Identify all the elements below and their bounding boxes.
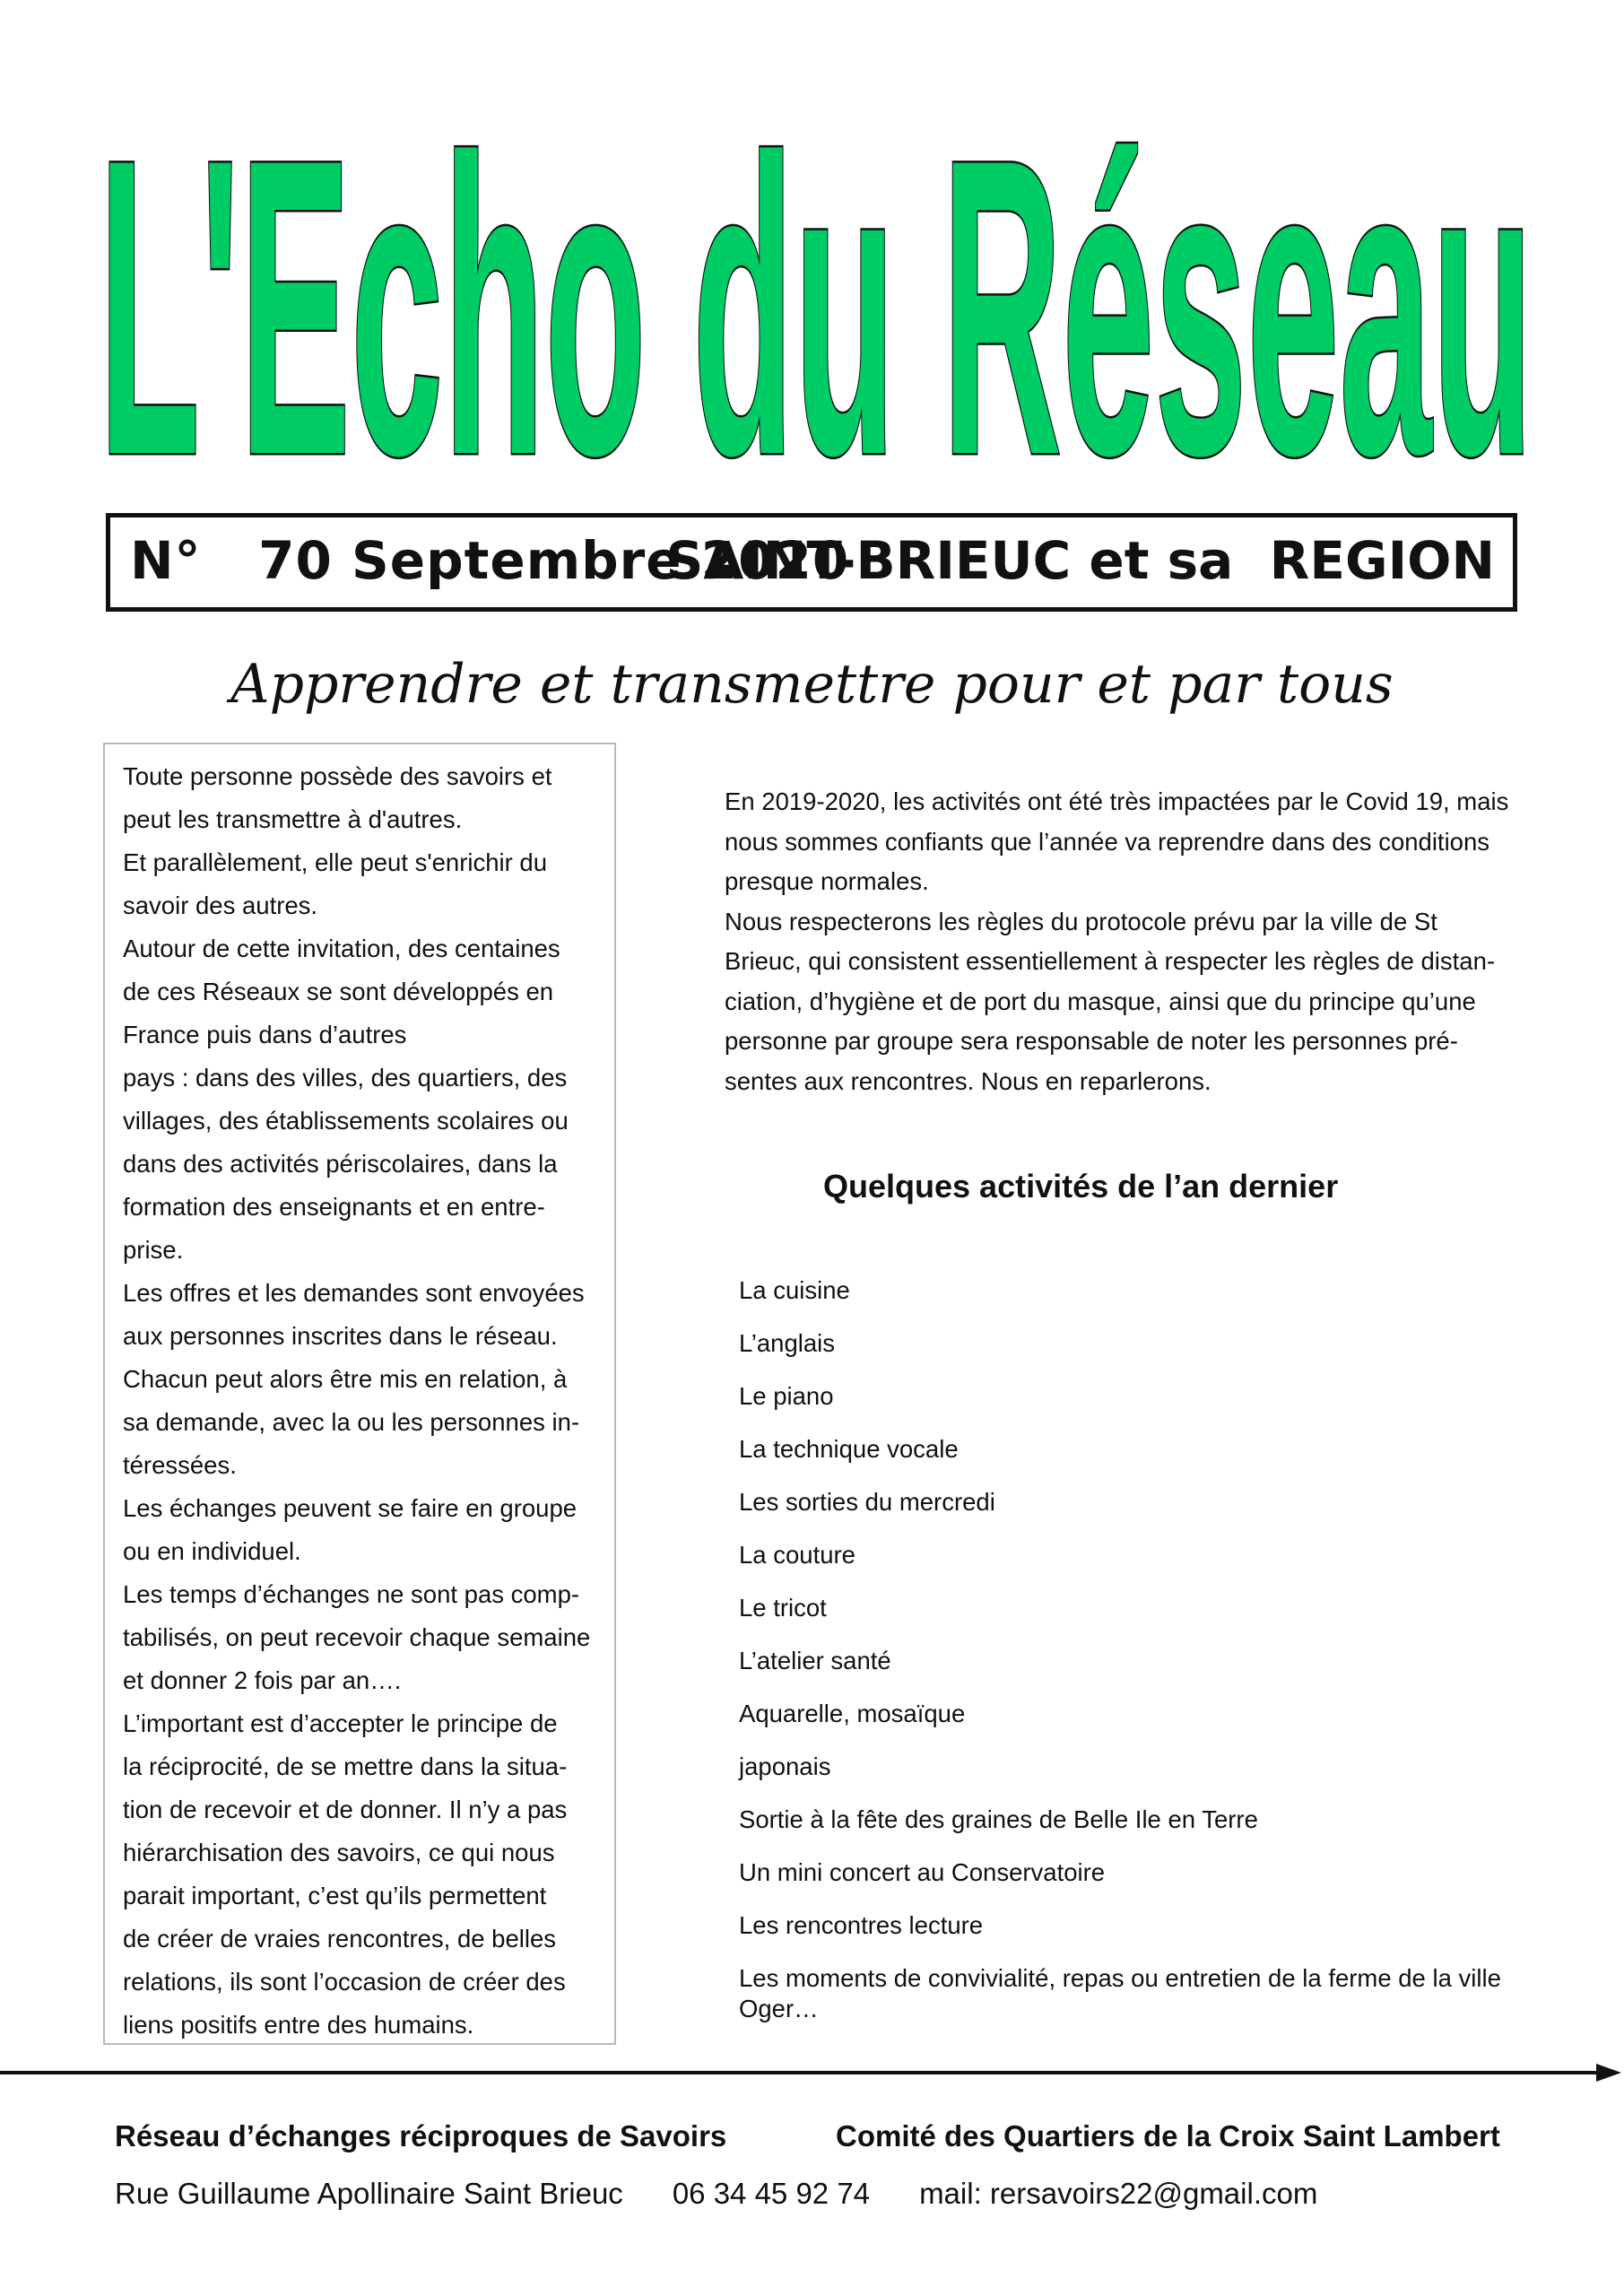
activity-item: Le piano [739, 1382, 834, 1410]
left-column-line: pays : dans des villes, des quartiers, des [123, 1064, 568, 1091]
left-column-line: parait important, c’est qu’ils permettent [123, 1882, 547, 1909]
left-column-line: Autour de cette invitation, des centaines [123, 935, 560, 962]
left-column-line: L’important est d’accepter le principe de [123, 1709, 558, 1737]
left-column-line: aux personnes inscrites dans le réseau. [123, 1322, 558, 1350]
footer-address: Rue Guillaume Apollinaire Saint Brieuc [115, 2177, 623, 2210]
activity-item: Les rencontres lecture [739, 1911, 984, 1939]
activity-item: Les sorties du mercredi [739, 1488, 995, 1516]
activity-item: La couture [739, 1541, 855, 1569]
left-column-line: Les offres et les demandes sont envoyées [123, 1279, 585, 1307]
left-column-line: dans des activités périscolaires, dans la [123, 1150, 558, 1178]
activity-item: L’atelier santé [739, 1647, 891, 1674]
left-column-line: Les temps d’échanges ne sont pas comp- [123, 1580, 580, 1608]
left-column-line: téressées. [123, 1451, 237, 1479]
left-column-line: la réciprocité, de se mettre dans la situa- [123, 1752, 568, 1780]
footer-organisation: Réseau d’échanges réciproques de Savoirs [115, 2119, 727, 2152]
activity-item: Le tricot [739, 1594, 827, 1622]
intro-line: ciation, d’hygiène et de port du masque, ainsi que du principe qu’une [725, 987, 1476, 1015]
activity-item: La cuisine [739, 1276, 850, 1304]
intro-line: nous sommes confiants que l’année va reprendre dans des conditions [725, 827, 1490, 856]
intro-line: Brieuc, qui consistent essentiellement à respecter les règles de distan- [725, 947, 1496, 975]
footer-contact [115, 2177, 1317, 2211]
activity-item: Les moments de convivialité, repas ou entretien de la ferme de la ville Oger… [739, 1964, 1501, 2022]
intro-line: sentes aux rencontres. Nous en reparlerons. [725, 1066, 1211, 1095]
left-column-line: prise. [123, 1236, 184, 1264]
masthead-title-text: L'Echo du Réseau [99, 99, 1533, 475]
left-column-line: Chacun peut alors être mis en relation, à [123, 1365, 568, 1393]
left-column-line: ou en individuel. [123, 1537, 301, 1565]
left-column-line: sa demande, avec la ou les personnes in- [123, 1408, 580, 1436]
tagline: Apprendre et transmettre pour et par tous [230, 653, 1394, 716]
footer-divider [0, 2059, 1624, 2086]
left-column-line: de créer de vraies rencontres, de belles [123, 1925, 557, 1952]
footer-phone: 06 34 45 92 74 [672, 2177, 871, 2210]
left-column-line: liens positifs entre des humains. [123, 2011, 474, 2039]
intro-line: Nous respecterons les règles du protocole prévu par la ville de St [725, 907, 1437, 935]
activity-item: Aquarelle, mosaïque [739, 1700, 966, 1727]
masthead-title [90, 99, 1542, 475]
issue-number-date: N° 70 Septembre 2020 [130, 530, 850, 591]
activity-item: La technique vocale [739, 1435, 959, 1463]
left-column-line: de ces Réseaux se sont développés en [123, 978, 554, 1005]
left-column-line: tion de recevoir et de donner. Il n’y a pas [123, 1796, 568, 1823]
left-column-line: relations, ils sont l’occasion de créer des [123, 1968, 566, 1996]
footer-mail[interactable]: mail: rersavoirs22@gmail.com [919, 2177, 1318, 2210]
left-column-line: Toute personne possède des savoirs et [123, 762, 552, 790]
issue-region: SAINT-BRIEUC et sa REGION [665, 530, 1495, 591]
left-column-line: et donner 2 fois par an…. [123, 1666, 402, 1694]
footer-comite: Comité des Quartiers de la Croix Saint Lambert [836, 2119, 1500, 2152]
arrow-right-icon [1596, 2064, 1621, 2082]
left-column-box [103, 743, 616, 2045]
left-column-line: tabilisés, on peut recevoir chaque semaine [123, 1623, 591, 1651]
intro-line: personne par groupe sera responsable de noter les personnes pré- [725, 1027, 1458, 1055]
activities-heading: Quelques activités de l’an dernier [823, 1168, 1339, 1205]
activity-item: japonais [739, 1752, 831, 1780]
left-column-line: hiérarchisation des savoirs, ce qui nous [123, 1839, 555, 1866]
activity-item: Sortie à la fête des graines de Belle Ile en Terre [739, 1805, 1258, 1833]
left-column-line: Les échanges peuvent se faire en groupe [123, 1494, 578, 1522]
left-column-line: formation des enseignants et en entre- [123, 1193, 545, 1221]
intro-paragraph [725, 782, 1532, 1101]
left-column-line: Et parallèlement, elle peut s'enrichir du [123, 848, 548, 876]
left-column-line: France puis dans d’autres [123, 1021, 407, 1048]
left-column-line: villages, des établissements scolaires ou [123, 1107, 569, 1135]
activities-list [739, 1275, 1546, 2022]
left-column-line: peut les transmettre à d'autres. [123, 805, 463, 833]
activity-item: Un mini concert au Conservatoire [739, 1858, 1106, 1886]
intro-line: En 2019-2020, les activités ont été très impactées par le Covid 19, mais [725, 787, 1509, 815]
activity-item: L’anglais [739, 1329, 836, 1357]
issue-banner [106, 513, 1517, 612]
left-column-line: savoir des autres. [123, 891, 318, 919]
intro-line: presque normales. [725, 867, 929, 895]
